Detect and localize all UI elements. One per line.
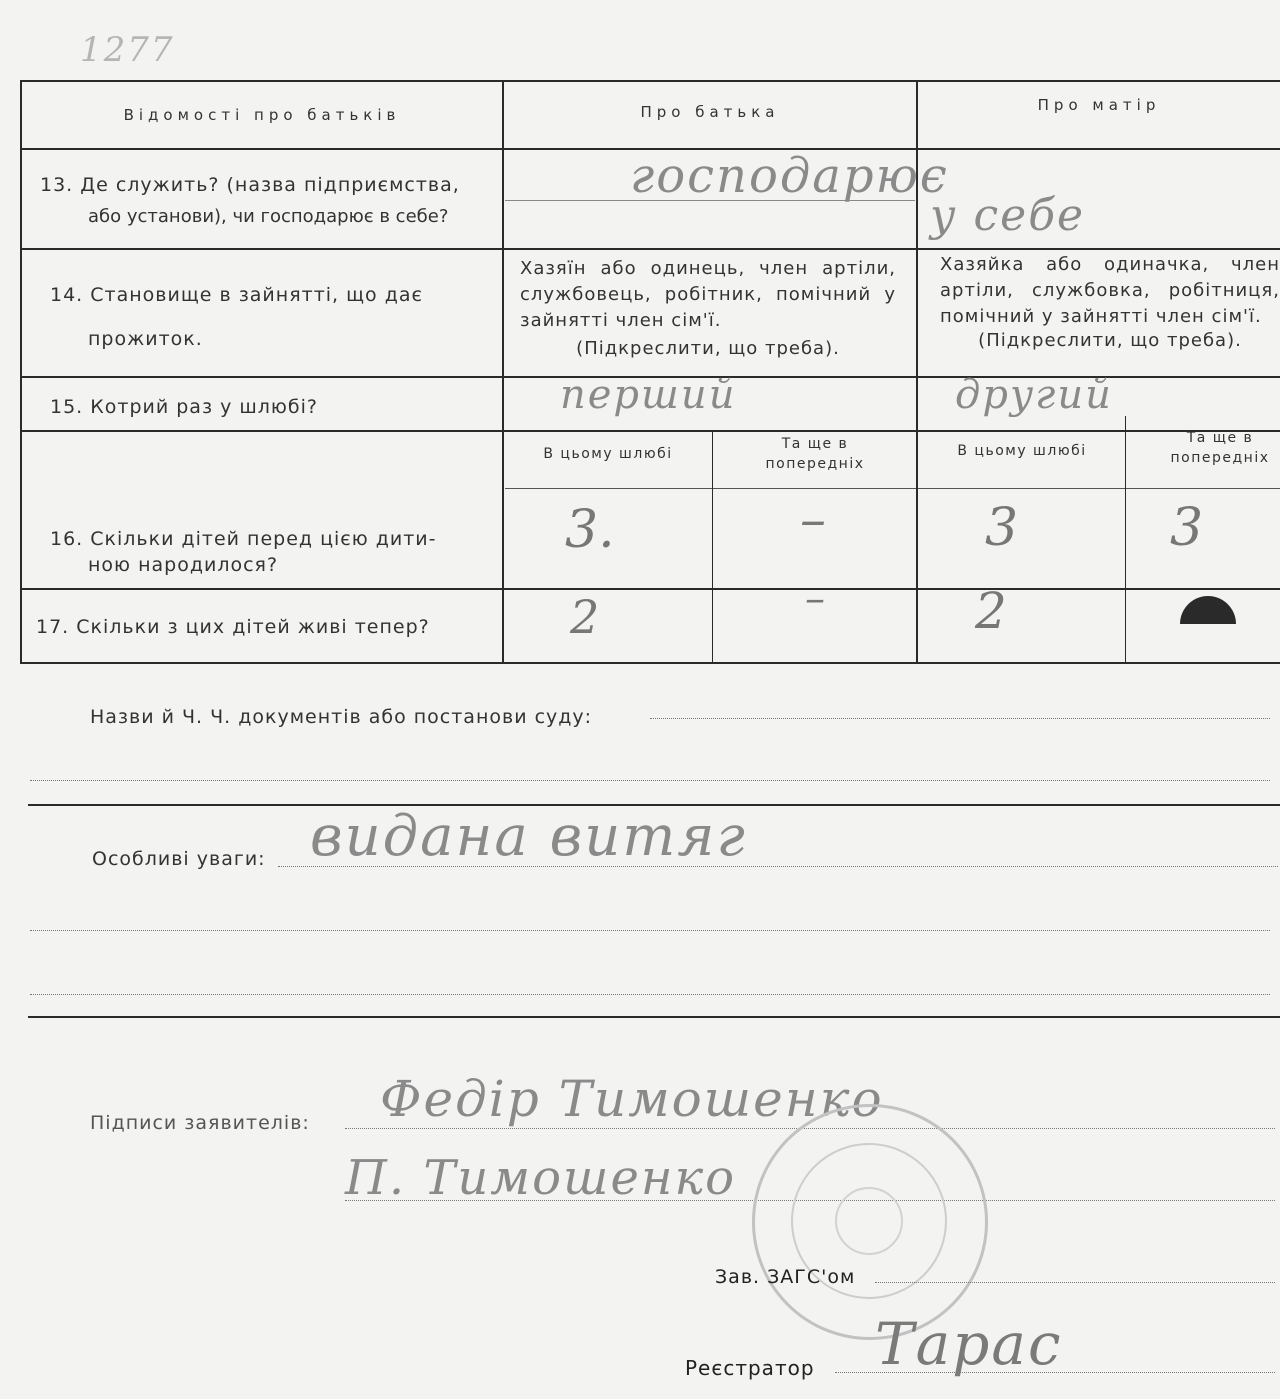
q14-mother-note: (Підкреслити, що треба). bbox=[978, 330, 1242, 351]
table-bottom-border bbox=[20, 662, 1280, 664]
q16-label-line2: ною народилося? bbox=[88, 554, 279, 576]
row16-border bbox=[20, 588, 1280, 590]
q17-father-prev: – bbox=[805, 576, 825, 622]
q14-label-line2: прожиток. bbox=[88, 328, 203, 350]
registrar-signature: Тарас bbox=[875, 1310, 1063, 1378]
notes-handwritten: видана витяг bbox=[310, 804, 747, 869]
notes-line-2 bbox=[30, 930, 1270, 931]
q13-answer-line1: господарює bbox=[630, 148, 949, 204]
head-line bbox=[875, 1282, 1275, 1283]
registrar-label: Реєстратор bbox=[685, 1356, 815, 1380]
q16-father-this: 3. bbox=[565, 500, 615, 560]
q17-label: 17. Скільки з цих дітей живі тепер? bbox=[36, 616, 430, 638]
notes-line-3 bbox=[30, 994, 1270, 995]
header-father: Про батька bbox=[640, 103, 780, 121]
q14-father-note: (Підкреслити, що треба). bbox=[576, 338, 840, 359]
col-father-border bbox=[502, 80, 504, 664]
documents-line-1 bbox=[650, 718, 1270, 719]
col-father-sub-border bbox=[712, 430, 713, 664]
subheader-mother-this: В цьому шлюбі bbox=[957, 443, 1087, 459]
header-mother: Про матір bbox=[1037, 96, 1161, 114]
section-divider-2 bbox=[28, 1016, 1280, 1018]
documents-line-2 bbox=[30, 780, 1270, 781]
signer2-signature: П. Тимошенко bbox=[345, 1150, 737, 1206]
seal-emblem-icon bbox=[835, 1187, 903, 1255]
signatures-label: Підписи заявителів: bbox=[90, 1112, 310, 1134]
q13-answer-line2: у себе bbox=[930, 190, 1086, 241]
subheader-father-this: В цьому шлюбі bbox=[543, 446, 673, 462]
q14-father-options: Хазяїн або одинець, член артіли, службовець, робітник, помічний у зайнятті член сім'ї. bbox=[520, 258, 896, 331]
col-mother-sub-border bbox=[1125, 416, 1126, 664]
header-info: Відомості про батьків bbox=[123, 106, 401, 124]
q13-label-line2: або установи), чи господарює в себе? bbox=[88, 206, 449, 227]
q14-mother-options: Хазяйка або одиначка, член артіли, службовка, робітниця, помічний у зайнятті член сім'ї. bbox=[940, 254, 1280, 327]
row15-border bbox=[20, 430, 1280, 432]
subheader-father-prev: Та ще в попередніх bbox=[765, 436, 865, 472]
q17-mother-this: 2 bbox=[975, 582, 1007, 640]
corner-mark: 1277 bbox=[80, 30, 175, 70]
table-left-border bbox=[20, 80, 22, 664]
ink-blot bbox=[1180, 596, 1236, 624]
q16-mother-this: 3 bbox=[985, 498, 1019, 558]
q13-label-line1: 13. Де служить? (назва підприємства, bbox=[40, 174, 460, 196]
q17-father-this: 2 bbox=[570, 590, 600, 644]
subheader-mother-prev: Та ще в попередніх bbox=[1170, 430, 1270, 466]
documents-label: Назви й Ч. Ч. документів або постанови суду: bbox=[90, 706, 593, 728]
notes-label: Особливі уваги: bbox=[92, 848, 266, 870]
head-label: Зав. ЗАГС'ом bbox=[715, 1266, 856, 1288]
q15-label: 15. Котрий раз у шлюбі? bbox=[50, 396, 318, 418]
official-seal bbox=[752, 1104, 988, 1340]
q15-father-answer: перший bbox=[560, 372, 737, 418]
signer1-signature: Федір Тимошенко bbox=[380, 1070, 884, 1128]
table-top-border bbox=[20, 80, 1280, 82]
q16-label-line1: 16. Скільки дітей перед цією дити- bbox=[50, 528, 437, 550]
subheader-border bbox=[505, 488, 1280, 489]
q16-father-prev: – bbox=[800, 490, 826, 550]
row13-border bbox=[20, 248, 1280, 250]
q14-label-line1: 14. Становище в зайнятті, що дає bbox=[50, 284, 423, 306]
q16-mother-prev: 3 bbox=[1170, 498, 1204, 558]
q15-mother-answer: другий bbox=[955, 372, 1113, 418]
